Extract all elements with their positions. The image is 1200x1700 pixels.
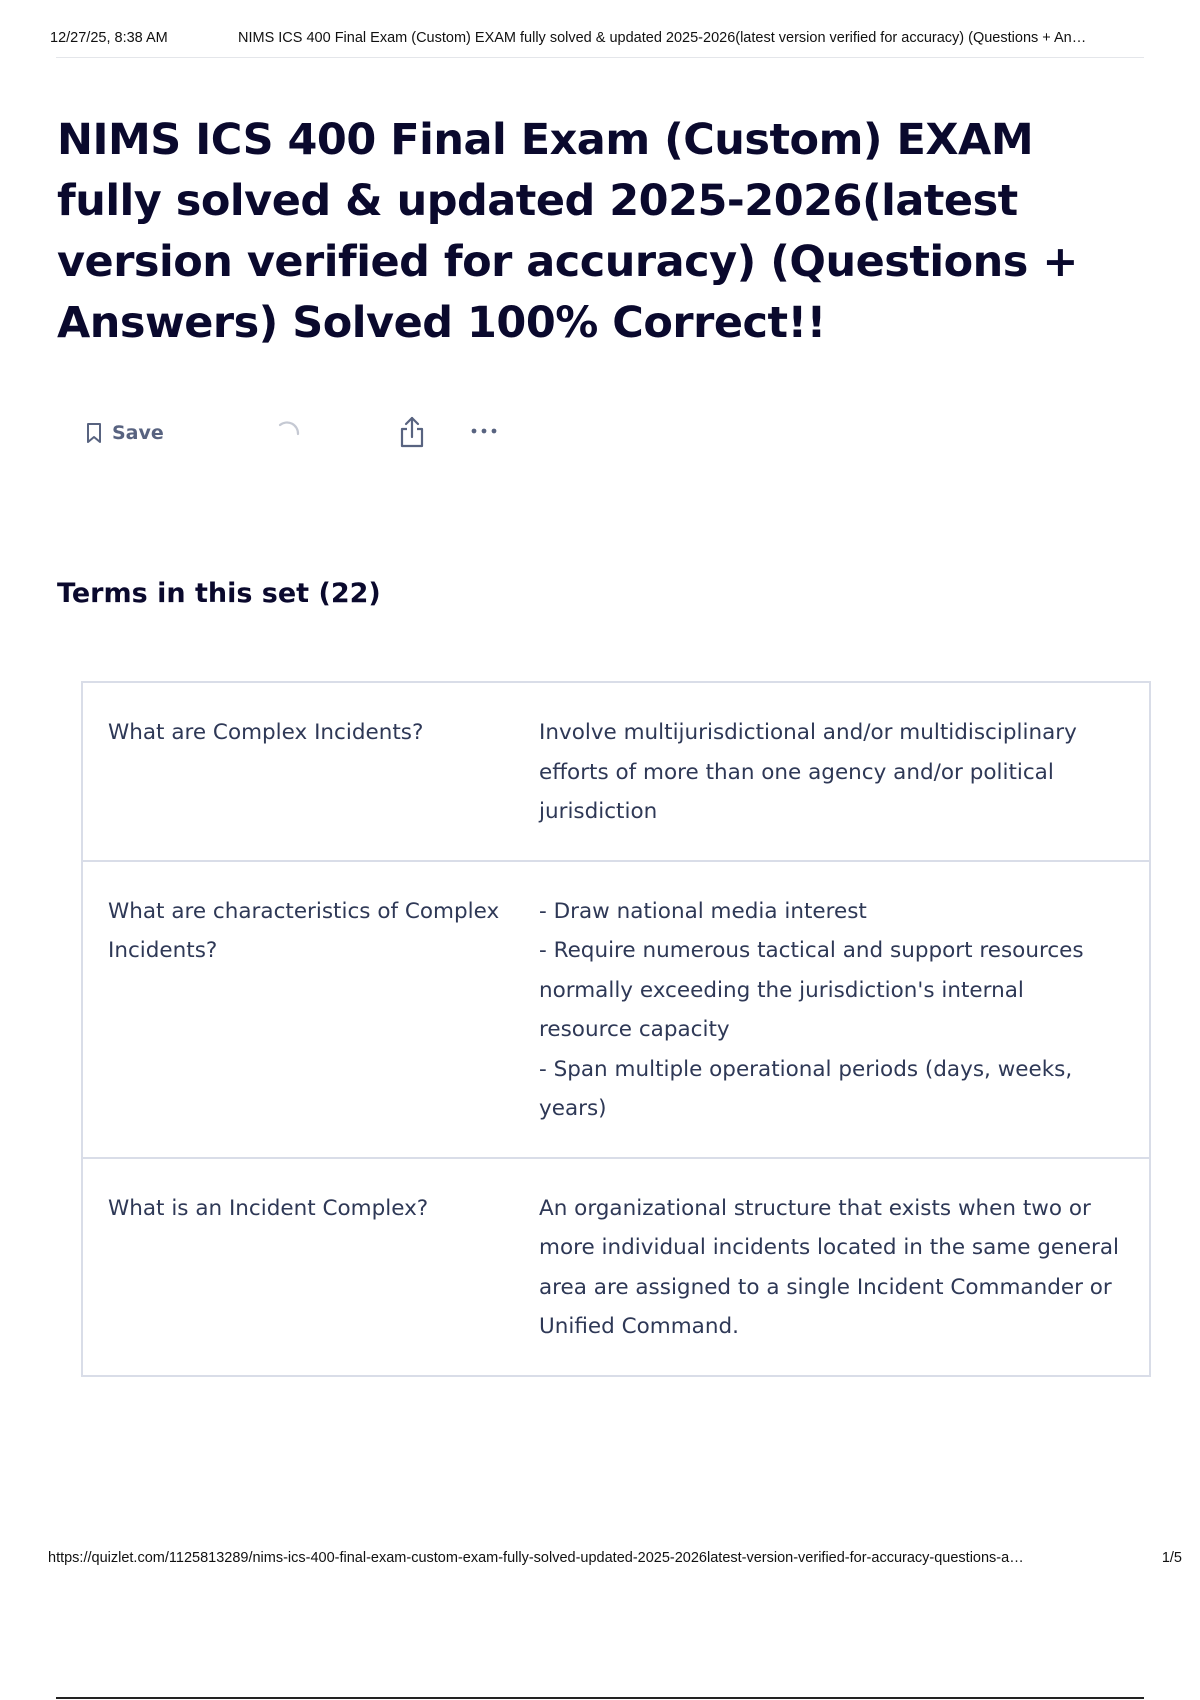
share-icon[interactable] bbox=[397, 415, 427, 454]
term-text: What is an Incident Complex? bbox=[108, 1195, 429, 1221]
term-row bbox=[83, 860, 1149, 1157]
header-divider bbox=[56, 57, 1144, 58]
page-number: 1/5 bbox=[1161, 1550, 1182, 1566]
definition-text bbox=[539, 862, 1139, 1157]
definition-line: - Span multiple operational periods (days, weeks, years) bbox=[539, 1056, 1073, 1121]
definition-line: Involve multijurisdictional and/or multidisciplinary efforts of more than one agency and/or political jurisdiction bbox=[539, 720, 1077, 824]
term-row bbox=[83, 1157, 1149, 1375]
page-title: NIMS ICS 400 Final Exam (Custom) EXAM fully solved & updated 2025-2026(latest version verified for accuracy) (Questions + Answers) Solved 100% Correct!! bbox=[57, 115, 1078, 348]
definition-line: - Require numerous tactical and support resources normally exceeding the jurisdiction's internal resource capacity bbox=[539, 938, 1084, 1042]
term-text: What are characteristics of Complex Incidents? bbox=[108, 898, 500, 963]
save-button[interactable] bbox=[85, 418, 164, 448]
term-row bbox=[83, 683, 1149, 860]
bookmark-icon bbox=[85, 422, 103, 444]
page-bottom-divider bbox=[56, 1697, 1144, 1699]
loading-spinner-icon bbox=[275, 419, 301, 450]
definition-line: - Draw national media interest bbox=[539, 898, 867, 924]
print-url: https://quizlet.com/1125813289/nims-ics-400-final-exam-custom-exam-fully-solved-updated-2025-2026latest-version-verified-for-accuracy-questions-a… bbox=[48, 1550, 1024, 1566]
print-document-title: NIMS ICS 400 Final Exam (Custom) EXAM fully solved & updated 2025-2026(latest version verified for accuracy) (Questions + An… bbox=[238, 30, 1087, 46]
save-label: Save bbox=[112, 422, 164, 444]
print-date: 12/27/25, 8:38 AM bbox=[50, 30, 168, 46]
definition-line: An organizational structure that exists when two or more individual incidents located in the same general area are assigned to a single Incident Commander or Unified Command. bbox=[539, 1195, 1119, 1339]
terms-heading: Terms in this set (22) bbox=[57, 578, 381, 609]
more-options-icon[interactable] bbox=[468, 424, 500, 443]
definition-text bbox=[539, 683, 1139, 860]
term-text: What are Complex Incidents? bbox=[108, 720, 424, 745]
print-header bbox=[48, 30, 1182, 52]
definition-text bbox=[539, 1159, 1139, 1375]
print-footer bbox=[48, 1550, 1182, 1572]
terms-table bbox=[81, 681, 1151, 1377]
